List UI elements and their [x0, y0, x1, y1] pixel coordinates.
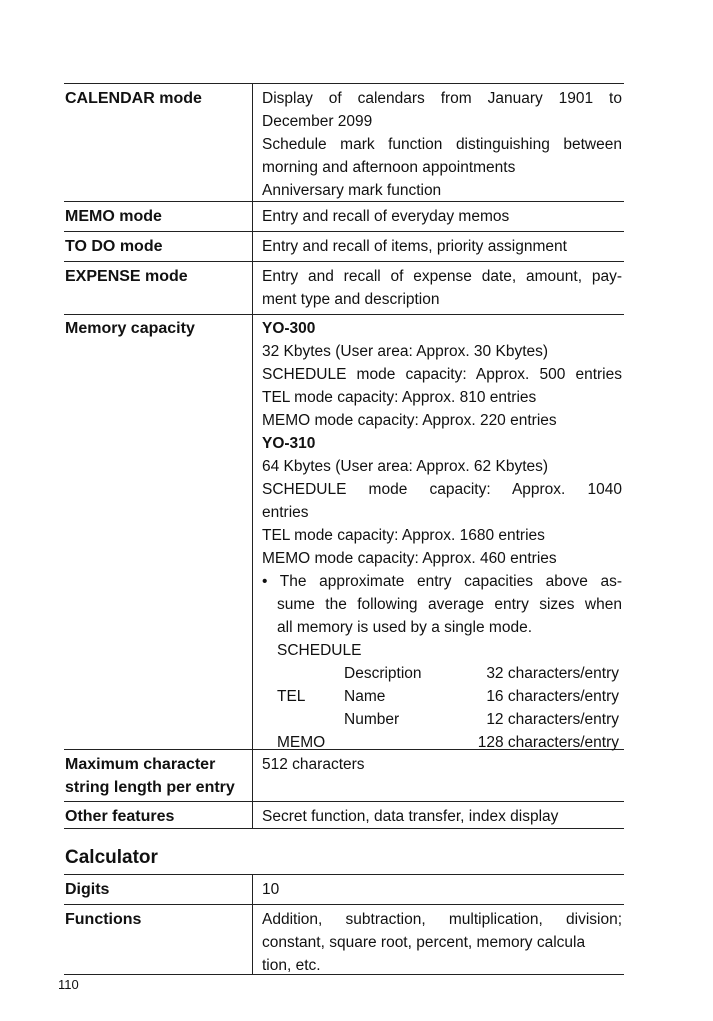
desc-line: morning and afternoon appointments [262, 159, 516, 176]
row-divider [64, 801, 624, 802]
desc-line: MEMO mode capacity: Approx. 460 entries [262, 550, 557, 567]
entry-size-table [262, 639, 622, 754]
desc-line: 10 [262, 881, 280, 898]
row-desc-other-features [262, 805, 622, 828]
model-name: YO-310 [262, 435, 316, 452]
row-desc-memo-mode [262, 205, 622, 228]
row-label-functions: Functions [65, 911, 142, 928]
size-category: SCHEDULE [277, 642, 362, 659]
row-desc-functions [262, 908, 622, 977]
size-value: 12 characters/entry [486, 711, 619, 728]
size-field: Description [344, 665, 422, 682]
row-label-memo-mode: MEMO mode [65, 208, 162, 225]
label-line: Maximum character [65, 756, 216, 773]
desc-line: tion, etc. [262, 957, 321, 974]
desc-line: ment type and description [262, 291, 440, 308]
row-label-todo-mode: TO DO mode [65, 238, 163, 255]
row-desc-calendar-mode [262, 87, 622, 202]
row-divider [64, 231, 624, 232]
desc-line: TEL mode capacity: Approx. 810 entries [262, 389, 537, 406]
desc-line: Anniversary mark function [262, 182, 442, 199]
size-value: 32 characters/entry [486, 665, 619, 682]
desc-line: Secret function, data transfer, index display [262, 808, 559, 825]
desc-line: SCHEDULE mode capacity: Approx. 500 entries [262, 366, 622, 383]
column-divider [252, 84, 253, 828]
size-value: 128 characters/entry [477, 734, 619, 751]
row-divider [64, 261, 624, 262]
row-label-memory-capacity: Memory capacity [65, 320, 195, 337]
desc-line: Entry and recall of everyday memos [262, 208, 510, 225]
size-category: TEL [277, 688, 306, 705]
row-label-max-string-length [65, 753, 235, 799]
table-bottom-rule [64, 828, 624, 829]
size-value: 16 characters/entry [486, 688, 619, 705]
row-label-expense-mode: EXPENSE mode [65, 268, 188, 285]
desc-line: MEMO mode capacity: Approx. 220 entries [262, 412, 557, 429]
table-top-rule [64, 83, 624, 84]
row-desc-digits [262, 878, 622, 901]
note-line: • The approximate entry capacities above as- [262, 573, 622, 590]
desc-line: Schedule mark function distinguishing between [262, 136, 622, 153]
desc-line: constant, square root, percent, memory calcula [262, 934, 586, 951]
desc-line: 64 Kbytes (User area: Approx. 62 Kbytes) [262, 458, 549, 475]
desc-line: Entry and recall of expense date, amount, pay- [262, 268, 622, 285]
row-divider [64, 904, 624, 905]
label-line: string length per entry [65, 779, 235, 796]
section-title-calculator: Calculator [65, 847, 158, 868]
column-divider [252, 875, 253, 974]
desc-line: Display of calendars from January 1901 to [262, 90, 622, 107]
note-line: sume the following average entry sizes when [277, 596, 622, 613]
desc-line: December 2099 [262, 113, 373, 130]
desc-line: Addition, subtraction, multiplication, division; [262, 911, 622, 928]
row-label-digits: Digits [65, 881, 110, 898]
desc-line: Entry and recall of items, priority assignment [262, 238, 567, 255]
desc-line: 512 characters [262, 756, 365, 773]
row-label-other-features: Other features [65, 808, 175, 825]
desc-line: TEL mode capacity: Approx. 1680 entries [262, 527, 545, 544]
size-category: MEMO [277, 734, 326, 751]
page-number: 110 [58, 977, 79, 992]
row-desc-max-string-length [262, 753, 622, 776]
row-desc-expense-mode [262, 265, 622, 311]
row-label-calendar-mode: CALENDAR mode [65, 90, 202, 107]
desc-line: 32 Kbytes (User area: Approx. 30 Kbytes) [262, 343, 549, 360]
size-field: Number [344, 711, 400, 728]
note-line: all memory is used by a single mode. [277, 619, 533, 636]
row-desc-todo-mode [262, 235, 622, 258]
desc-line: SCHEDULE mode capacity: Approx. 1040 [262, 481, 622, 498]
row-divider [64, 314, 624, 315]
model-name: YO-300 [262, 320, 316, 337]
calculator-top-rule [64, 874, 624, 875]
row-desc-memory-capacity [262, 317, 622, 754]
size-field: Name [344, 688, 386, 705]
desc-line: entries [262, 504, 309, 521]
